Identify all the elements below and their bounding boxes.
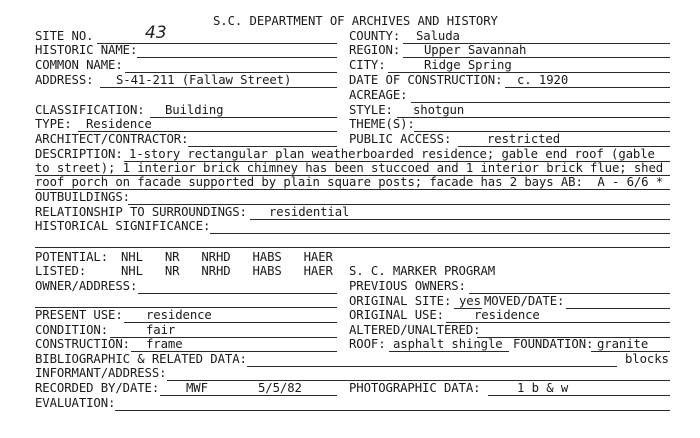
type-value: Residence bbox=[86, 117, 152, 131]
outbuildings-label: OUTBUILDINGS: bbox=[35, 190, 130, 204]
site-no-label: SITE NO. bbox=[35, 29, 94, 43]
site-no-value: 43 bbox=[145, 23, 167, 43]
region-value: Upper Savannah bbox=[424, 43, 527, 57]
original-site-label: ORIGINAL SITE: bbox=[349, 294, 452, 308]
recorded-by-initials: MWF bbox=[186, 381, 208, 395]
owner-address-label: OWNER/ADDRESS: bbox=[35, 279, 138, 293]
historical-significance-line-2 bbox=[35, 247, 670, 248]
classification-line bbox=[150, 117, 337, 118]
original-use-label: ORIGINAL USE: bbox=[349, 308, 444, 322]
photographic-data-line bbox=[488, 395, 670, 396]
listed-label: LISTED: bbox=[35, 264, 87, 278]
previous-owners-label: PREVIOUS OWNERS: bbox=[349, 279, 466, 293]
potential-label: POTENTIAL: bbox=[35, 250, 109, 264]
present-use-value: residence bbox=[146, 308, 212, 322]
photographic-data-value: 1 b & w bbox=[517, 381, 569, 395]
moved-date-line bbox=[566, 308, 670, 309]
owner-address-line bbox=[138, 293, 337, 294]
architect-label: ARCHITECT/CONTRACTOR: bbox=[35, 132, 189, 146]
condition-value: fair bbox=[146, 323, 176, 337]
description-line-1: 1-story rectangular plan weatherboarded residence; gable end roof (gable bbox=[129, 147, 655, 161]
style-line bbox=[397, 117, 670, 118]
address-label: ADDRESS: bbox=[35, 73, 94, 87]
construction-value: frame bbox=[146, 337, 183, 351]
construction-label: CONSTRUCTION: bbox=[35, 337, 130, 351]
common-name-label: COMMON NAME: bbox=[35, 58, 123, 72]
evaluation-label: EVALUATION: bbox=[35, 396, 116, 410]
recorded-by-date: 5/5/82 bbox=[258, 381, 302, 395]
city-label: CITY: bbox=[349, 58, 386, 72]
region-label: REGION: bbox=[349, 43, 401, 57]
historical-significance-line bbox=[210, 233, 670, 234]
foundation-label: FOUNDATION: bbox=[513, 337, 594, 351]
style-value: shotgun bbox=[413, 103, 465, 117]
foundation-value-2: blocks bbox=[625, 352, 669, 366]
historical-significance-label: HISTORICAL SIGNIFICANCE: bbox=[35, 219, 211, 233]
present-use-label: PRESENT USE: bbox=[35, 308, 123, 322]
potential-options: NHL NR NRHD HABS HAER bbox=[121, 250, 333, 264]
description-rule-3 bbox=[35, 189, 670, 190]
relationship-line bbox=[250, 219, 670, 220]
classification-value: Building bbox=[165, 103, 224, 117]
description-label: DESCRIPTION: bbox=[35, 147, 123, 161]
date-construction-line bbox=[505, 87, 670, 88]
recorded-by-label: RECORDED BY/DATE: bbox=[35, 381, 160, 395]
description-line-3: roof porch on facade supported by plain square posts; facade has 2 bays AB: A - 6/6 * bbox=[35, 175, 664, 189]
date-construction-value: c. 1920 bbox=[517, 73, 569, 87]
roof-label: ROOF: bbox=[349, 337, 386, 351]
relationship-label: RELATIONSHIP TO SURROUNDINGS: bbox=[35, 205, 247, 219]
public-access-label: PUBLIC ACCESS: bbox=[349, 132, 452, 146]
themes-label: THEME(S): bbox=[349, 117, 415, 131]
evaluation-line bbox=[115, 410, 670, 411]
county-label: COUNTY: bbox=[349, 29, 401, 43]
public-access-value: restricted bbox=[487, 132, 561, 146]
original-use-value: residence bbox=[474, 308, 540, 322]
marker-program: S. C. MARKER PROGRAM bbox=[349, 264, 496, 278]
address-value: S-41-211 (Fallaw Street) bbox=[116, 73, 292, 87]
style-label: STYLE: bbox=[349, 103, 393, 117]
classification-label: CLASSIFICATION: bbox=[35, 103, 145, 117]
card-header: S.C. DEPARTMENT OF ARCHIVES AND HISTORY bbox=[213, 14, 498, 28]
relationship-value: residential bbox=[269, 205, 350, 219]
original-site-value: yes bbox=[459, 294, 481, 308]
type-label: TYPE: bbox=[35, 117, 72, 131]
historic-name-line bbox=[137, 57, 337, 58]
informant-label: INFORMANT/ADDRESS: bbox=[35, 366, 167, 380]
recorded-by-line bbox=[160, 395, 337, 396]
city-value: Ridge Spring bbox=[424, 58, 512, 72]
foundation-value: granite bbox=[597, 337, 649, 351]
bibliographic-label: BIBLIOGRAPHIC & RELATED DATA: bbox=[35, 352, 247, 366]
description-line-2: to street); 1 interior brick chimney has been stuccoed and 1 interior brick flue; shed bbox=[35, 161, 664, 175]
altered-label: ALTERED/UNALTERED: bbox=[349, 323, 481, 337]
photographic-data-label: PHOTOGRAPHIC DATA: bbox=[349, 381, 481, 395]
bibliographic-line bbox=[247, 366, 617, 367]
moved-date-label: MOVED/DATE: bbox=[484, 294, 565, 308]
date-construction-label: DATE OF CONSTRUCTION: bbox=[349, 73, 503, 87]
condition-line bbox=[110, 337, 337, 338]
roof-line bbox=[389, 351, 509, 352]
condition-label: CONDITION: bbox=[35, 323, 109, 337]
county-value: Saluda bbox=[416, 29, 460, 43]
address-line bbox=[100, 87, 337, 88]
historic-name-label: HISTORIC NAME: bbox=[35, 43, 138, 57]
acreage-label: ACREAGE: bbox=[349, 88, 408, 102]
roof-value: asphalt shingle bbox=[393, 337, 503, 351]
listed-options: NHL NR NRHD HABS HAER bbox=[121, 264, 333, 278]
